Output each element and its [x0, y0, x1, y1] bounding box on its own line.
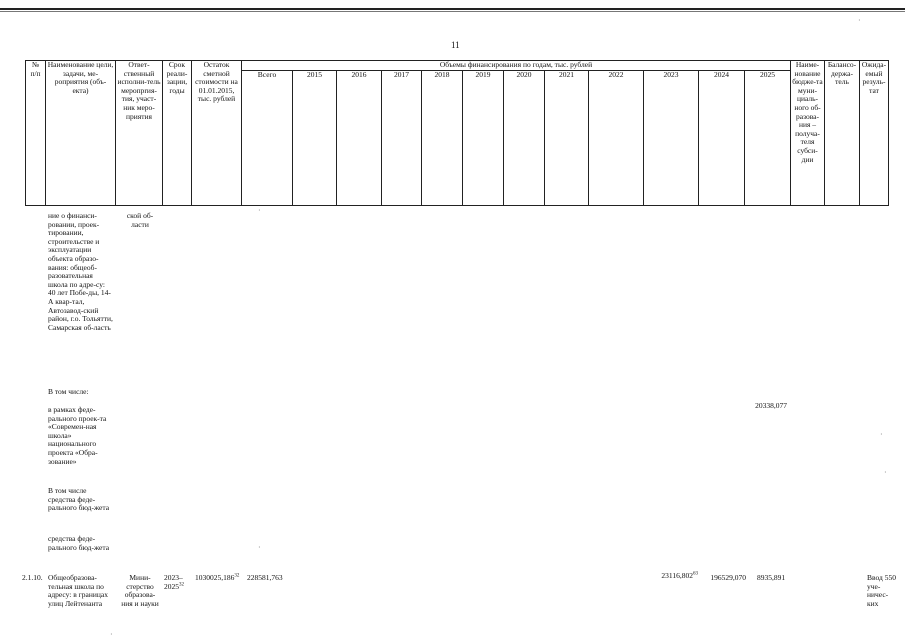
fed-project-2025-value: 20338,077 — [755, 401, 787, 410]
scan-speck: · — [880, 430, 883, 439]
header-year: 2025 — [745, 71, 791, 206]
row-remaining — [195, 574, 243, 583]
header-year: 2020 — [504, 71, 545, 206]
header-num: № п/п — [26, 61, 46, 206]
row-remaining-value: 1030025,186 — [195, 573, 235, 582]
header-year: 2023 — [644, 71, 699, 206]
row-executor: Мини-стерство образова-ния и науки — [121, 573, 159, 608]
row-name: Общеобразова-тельная школа по адресу: в границах улиц Лейтенанта — [48, 573, 108, 608]
row-result: Ввод 550 уче-ничес-ких — [867, 573, 896, 608]
fed-project-label: в рамках феде-рального проек-та «Современ-ная школа» национального проекта «Обра-зование» — [48, 405, 107, 466]
scan-speck: · — [884, 468, 887, 477]
row-term-value: 2023–2025 — [164, 573, 183, 591]
scan-speck: · — [858, 16, 861, 25]
row-term — [164, 574, 194, 591]
header-name: Наименование цели, задачи, ме-роприятия (объ-екта) — [46, 61, 116, 206]
header-remaining: Остаток сметной стоимости на 01.01.2015, тыс. рублей — [192, 61, 242, 206]
header-year: 2022 — [589, 71, 644, 206]
cont-name-text: ние о финанси-ровании, проек-тировании, строительстве и эксплуатации объекта образо-вания: общеоб-разовательная школа по адре-су: 40 лет Побе-ды, 14-А квар-тал, Автозавод-ский район, г.о. Тольятти, Самарская об-ласть — [48, 211, 113, 332]
header-budget: Наиме-нование бюдже-та муни-циаль-ного об-разова-ния – получа-теля субси-дии — [791, 61, 825, 206]
header-year: 2017 — [382, 71, 422, 206]
top-rule-thin — [0, 11, 905, 12]
top-rule — [0, 8, 905, 10]
header-holder: Балансо-держа-тель — [825, 61, 860, 206]
row-2025: 8935,891 — [756, 573, 786, 582]
row-2023-note: 63 — [693, 571, 698, 577]
header-volumes: Объемы финансирования по годам, тыс. рублей — [242, 61, 791, 71]
scan-speck: · — [110, 630, 113, 639]
header-year: 2018 — [422, 71, 463, 206]
header-total: Всего — [242, 71, 293, 206]
scan-speck: · — [258, 206, 261, 215]
header-year: 2015 — [293, 71, 337, 206]
page-number: 11 — [451, 40, 460, 50]
header-table — [25, 60, 889, 206]
fed-funds-label: средства феде-рального бюд-жета — [48, 534, 110, 552]
row-2023 — [646, 572, 698, 581]
row-total: 228581,763 — [247, 573, 283, 582]
incl-label: В том числе: — [48, 387, 89, 396]
header-result: Ожида-емый резуль-тат — [860, 61, 889, 206]
header-executor: Ответ-ственный исполни-тель меропрrия-тия, участ-ник меро-приятия — [116, 61, 163, 206]
row-number: 2.1.10. — [22, 573, 43, 582]
header-year: 2016 — [337, 71, 382, 206]
header-term: Срок реали-зации, годы — [163, 61, 192, 206]
header-year: 2019 — [463, 71, 504, 206]
scan-speck: · — [258, 543, 261, 552]
row-remaining-note: 32 — [234, 573, 240, 579]
row-2024: 196529,070 — [710, 573, 746, 582]
header-year: 2024 — [699, 71, 745, 206]
row-term-note: 32 — [179, 582, 184, 588]
header-year: 2021 — [545, 71, 589, 206]
row-2023-value: 23116,802 — [661, 571, 693, 580]
cont-executor-text: ской об-ласти — [126, 211, 154, 229]
incl-fed-label: В том числе средства феде-рального бюд-жета — [48, 486, 110, 513]
